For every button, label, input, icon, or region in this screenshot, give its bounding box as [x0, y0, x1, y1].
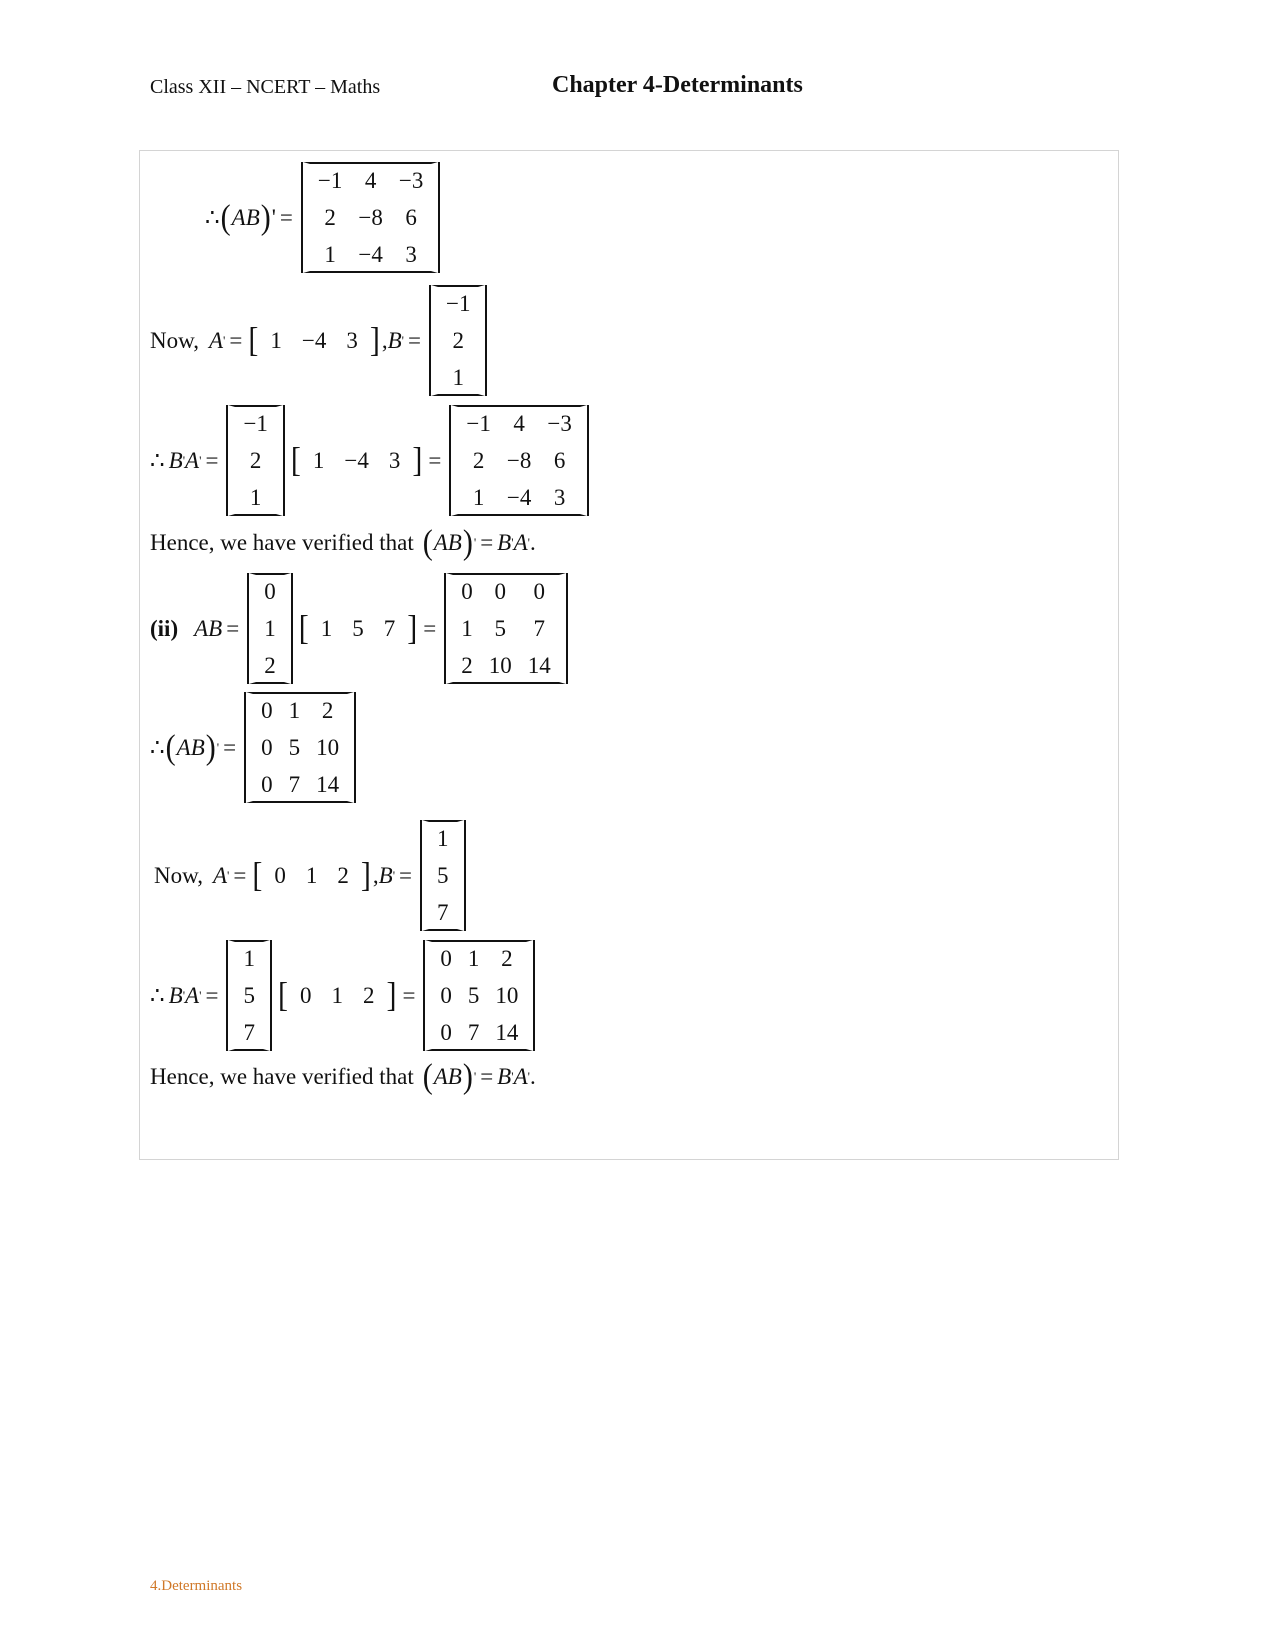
eq-bt-at-2: ∴ B ' A ' = 1 5 7 [ 0 1 2 ] = 0 1 2 0 5 10 0 7 14	[150, 940, 539, 1051]
eq-now-2: Now, A ' = [ 0 1 2 ] , B ' = 1 5 7	[154, 820, 470, 931]
vector-entry: 0	[299, 982, 312, 1008]
matrix-cell: −1	[466, 411, 491, 436]
comma: ,	[381, 327, 388, 353]
eq-ab-transpose-1	[205, 162, 444, 273]
left-bracket: [	[277, 975, 288, 1014]
footer-chapter-label: 4.Determinants	[150, 1578, 243, 1594]
vector-entry: 1	[320, 615, 333, 641]
equals-sign: =	[428, 447, 442, 473]
matrix-cell: 5	[467, 983, 480, 1008]
eq-now-1: Now, A ' = [ 1 −4 3 ] , B ' = −1 2 1	[150, 285, 491, 396]
eq-bt-at-1: ∴ B ' A ' = −1 2 1 [ 1 −4 3 ] = −1 4 −3 2 −8 6 1 −4 3	[150, 405, 593, 516]
var-ab: AB	[231, 204, 260, 230]
right-bracket: ]	[369, 320, 380, 359]
matrix-cell: 1	[452, 365, 464, 390]
column-vector-b-transpose-1	[429, 285, 487, 396]
equals-sign: =	[229, 327, 243, 353]
equals-sign: =	[480, 1064, 494, 1089]
verification-statement-2: Hence, we have verified that ( AB ) ' = B ' A ' .	[150, 1057, 536, 1096]
right-bracket: ]	[386, 975, 397, 1014]
matrix-cell: −8	[358, 205, 383, 230]
equals-sign: =	[402, 982, 416, 1008]
matrix-cell: 2	[461, 653, 473, 678]
matrix-cell: −1	[446, 291, 471, 316]
matrix-cell: 7	[467, 1020, 480, 1045]
matrix-bt-at-1	[449, 405, 588, 516]
matrix-cell: 0	[261, 772, 273, 797]
matrix-cell: 7	[288, 772, 301, 797]
vector-entry: 1	[312, 447, 325, 473]
matrix-cell: 2	[249, 448, 262, 473]
var-a: A	[208, 327, 224, 353]
vector-entry: 2	[362, 982, 375, 1008]
therefore-symbol: ∴	[150, 734, 165, 760]
matrix-ab-transpose-2	[244, 692, 356, 803]
now-label: Now,	[150, 327, 199, 353]
var-a: A	[185, 982, 200, 1008]
header-chapter: Chapter 4-Determinants	[552, 72, 803, 98]
matrix-cell: 1	[324, 242, 336, 267]
equals-sign: =	[226, 615, 240, 641]
matrix-cell: 5	[288, 735, 301, 760]
vector-entry: 1	[270, 327, 282, 353]
matrix-cell: 1	[243, 946, 255, 971]
right-bracket: ]	[360, 855, 371, 894]
var-b: B	[378, 862, 393, 888]
matrix-cell: 10	[316, 735, 340, 760]
matrix-cell: 4	[513, 411, 525, 436]
matrix-cell: 0	[261, 735, 273, 760]
var-a: A	[212, 862, 228, 888]
equals-sign: =	[480, 530, 494, 555]
matrix-cell: 14	[316, 772, 340, 797]
matrix-cell: 10	[495, 983, 519, 1008]
equals-sign: =	[205, 982, 219, 1008]
matrix-cell: 0	[440, 983, 452, 1008]
therefore-symbol: ∴	[205, 204, 220, 230]
right-paren: )	[205, 727, 216, 766]
matrix-cell: −4	[506, 485, 532, 510]
matrix-cell: 0	[264, 579, 276, 604]
comma: ,	[372, 862, 379, 888]
var-a: A	[513, 530, 528, 555]
left-bracket: [	[298, 608, 309, 647]
left-bracket: [	[248, 320, 259, 359]
matrix-cell: 0	[440, 1020, 452, 1045]
column-vector-b-transpose-2	[420, 820, 466, 931]
matrix-cell: 3	[405, 242, 417, 267]
row-vector-a-transpose-1	[246, 320, 381, 359]
matrix-ab-transpose-1	[301, 162, 440, 273]
matrix-bt-at-2	[423, 940, 535, 1051]
matrix-cell: 2	[264, 653, 276, 678]
left-paren: (	[220, 197, 231, 236]
column-vector-a-2	[247, 573, 293, 684]
matrix-cell: 1	[461, 616, 473, 641]
matrix-cell: 1	[249, 485, 262, 510]
right-bracket: ]	[407, 608, 418, 647]
matrix-cell: 0	[461, 579, 473, 604]
vector-entry: 3	[388, 447, 401, 473]
period: .	[529, 1064, 536, 1089]
vector-entry: 0	[274, 862, 286, 888]
matrix-cell: 0	[261, 698, 273, 723]
period: .	[529, 530, 536, 555]
matrix-cell: −1	[317, 168, 343, 193]
var-a: A	[513, 1064, 528, 1089]
vector-entry: 1	[305, 862, 318, 888]
now-label: Now,	[154, 862, 203, 888]
row-vector-a-transpose-1b	[289, 440, 424, 479]
matrix-cell: −3	[547, 411, 572, 436]
matrix-cell: −1	[243, 411, 268, 436]
row-vector-a-transpose-2	[250, 855, 373, 894]
matrix-cell: −8	[506, 448, 532, 473]
hence-text: Hence, we have verified that	[150, 530, 414, 555]
matrix-cell: 5	[243, 983, 255, 1008]
matrix-cell: 2	[324, 205, 336, 230]
row-vector-a-transpose-2b	[276, 975, 399, 1014]
matrix-cell: −3	[398, 168, 424, 193]
header-class: Class XII – NCERT – Maths	[150, 76, 381, 98]
var-ab: AB	[433, 530, 462, 555]
matrix-cell: 3	[553, 485, 566, 510]
matrix-cell: 1	[437, 826, 449, 851]
matrix-cell: 10	[488, 653, 512, 678]
eq-ab-transpose-2: ∴ ( AB ) ' = 0 1 2 0 5 10 0 7 14	[150, 692, 360, 803]
var-a: A	[185, 447, 200, 473]
vector-entry: −4	[301, 327, 327, 353]
left-paren: (	[165, 727, 176, 766]
matrix-cell: 1	[467, 946, 480, 971]
prime-mark: '	[271, 204, 276, 230]
vector-entry: 2	[337, 862, 349, 888]
matrix-cell: 7	[437, 900, 449, 925]
matrix-cell: −4	[358, 242, 383, 267]
var-ab: AB	[194, 615, 223, 641]
matrix-cell: 7	[243, 1020, 255, 1045]
right-paren: )	[462, 523, 473, 562]
vector-entry: −4	[344, 447, 369, 473]
eq-part-ii-ab	[150, 573, 572, 684]
matrix-cell: 0	[440, 946, 452, 971]
vector-entry: 7	[383, 615, 396, 641]
matrix-cell: 6	[553, 448, 566, 473]
column-vector-b-transpose-1b	[226, 405, 284, 516]
left-paren: (	[422, 1057, 433, 1096]
left-bracket: [	[252, 855, 263, 894]
right-paren: )	[462, 1057, 473, 1096]
equals-sign: =	[423, 615, 437, 641]
matrix-cell: 5	[494, 616, 506, 641]
matrix-cell: 2	[321, 698, 334, 723]
matrix-cell: 2	[472, 448, 485, 473]
matrix-cell: 2	[452, 328, 464, 353]
therefore-symbol: ∴	[150, 982, 165, 1008]
var-b: B	[168, 982, 183, 1008]
var-ab: AB	[176, 734, 205, 760]
matrix-cell: 4	[364, 168, 377, 193]
hence-text: Hence, we have verified that	[150, 1064, 414, 1089]
matrix-cell: 2	[501, 946, 513, 971]
left-bracket: [	[290, 440, 301, 479]
matrix-ab-2	[444, 573, 568, 684]
left-paren: (	[422, 523, 433, 562]
equals-sign: =	[399, 862, 413, 888]
var-b: B	[168, 447, 183, 473]
equals-sign: =	[408, 327, 421, 353]
matrix-cell: 1	[472, 485, 485, 510]
matrix-cell: 0	[533, 579, 545, 604]
matrix-cell: 6	[405, 205, 417, 230]
matrix-cell: 14	[527, 653, 551, 678]
part-ii-label: (ii)	[150, 615, 179, 641]
matrix-cell: 5	[437, 863, 449, 888]
var-ab: AB	[433, 1064, 462, 1089]
equals-sign: =	[223, 734, 237, 760]
vector-entry: 3	[346, 327, 358, 353]
var-b: B	[497, 530, 512, 555]
therefore-symbol: ∴	[150, 447, 165, 473]
matrix-cell: 1	[288, 698, 301, 723]
vector-entry: 1	[331, 982, 343, 1008]
matrix-cell: 1	[264, 616, 276, 641]
matrix-cell: 14	[495, 1020, 519, 1045]
vector-entry: 5	[352, 615, 364, 641]
row-vector-b-2	[297, 608, 420, 647]
matrix-cell: 0	[494, 579, 506, 604]
var-b: B	[387, 327, 402, 353]
var-b: B	[497, 1064, 512, 1089]
column-vector-b-transpose-2b	[226, 940, 272, 1051]
right-paren: )	[260, 197, 271, 236]
verification-statement-1: Hence, we have verified that ( AB ) ' = B ' A ' .	[150, 523, 536, 562]
right-bracket: ]	[412, 440, 423, 479]
equals-sign: =	[279, 204, 293, 230]
equals-sign: =	[205, 447, 219, 473]
matrix-cell: 7	[533, 616, 545, 641]
equals-sign: =	[233, 862, 247, 888]
